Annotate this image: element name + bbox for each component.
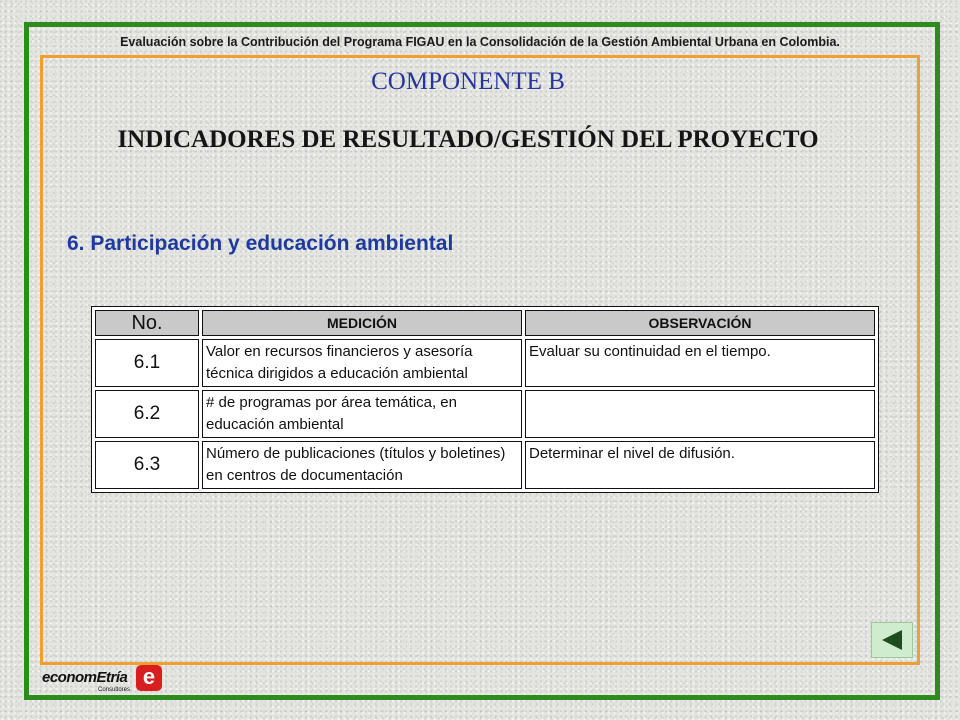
row-medicion: Valor en recursos financieros y asesoría técnica dirigidos a educación ambiental [202,339,522,387]
previous-slide-button[interactable] [871,622,913,658]
table-row [95,441,875,489]
table-row [95,339,875,387]
indicators-table [91,306,879,493]
econometria-logo [40,663,170,695]
section-title: 6. Participación y educación ambiental [67,232,454,255]
column-header-medicion: MEDICIÓN [202,310,522,336]
row-observacion: Determinar el nivel de difusión. [525,441,875,489]
page-title: INDICADORES DE RESULTADO/GESTIÓN DEL PROYECTO [117,126,819,153]
logo-e-mark: e [136,665,162,691]
table-header-row [95,310,875,336]
row-observacion: Evaluar su continuidad en el tiempo. [525,339,875,387]
slide-header: Evaluación sobre la Contribución del Programa FIGAU en la Consolidación de la Gestión Ambiental Urbana en Colombia. [120,35,840,49]
column-header-no: No. [95,310,199,336]
table-row [95,390,875,438]
column-header-observacion: OBSERVACIÓN [525,310,875,336]
row-medicion: Número de publicaciones (títulos y boletines) en centros de documentación [202,441,522,489]
row-observacion [525,390,875,438]
row-number: 6.3 [95,441,199,489]
logo-wordmark: economEtría [42,669,128,686]
row-number: 6.2 [95,390,199,438]
triangle-left-icon [880,629,904,651]
component-title: COMPONENTE B [371,68,565,95]
row-number: 6.1 [95,339,199,387]
logo-subtitle: Consultores [98,687,131,693]
row-medicion: # de programas por área temática, en educación ambiental [202,390,522,438]
